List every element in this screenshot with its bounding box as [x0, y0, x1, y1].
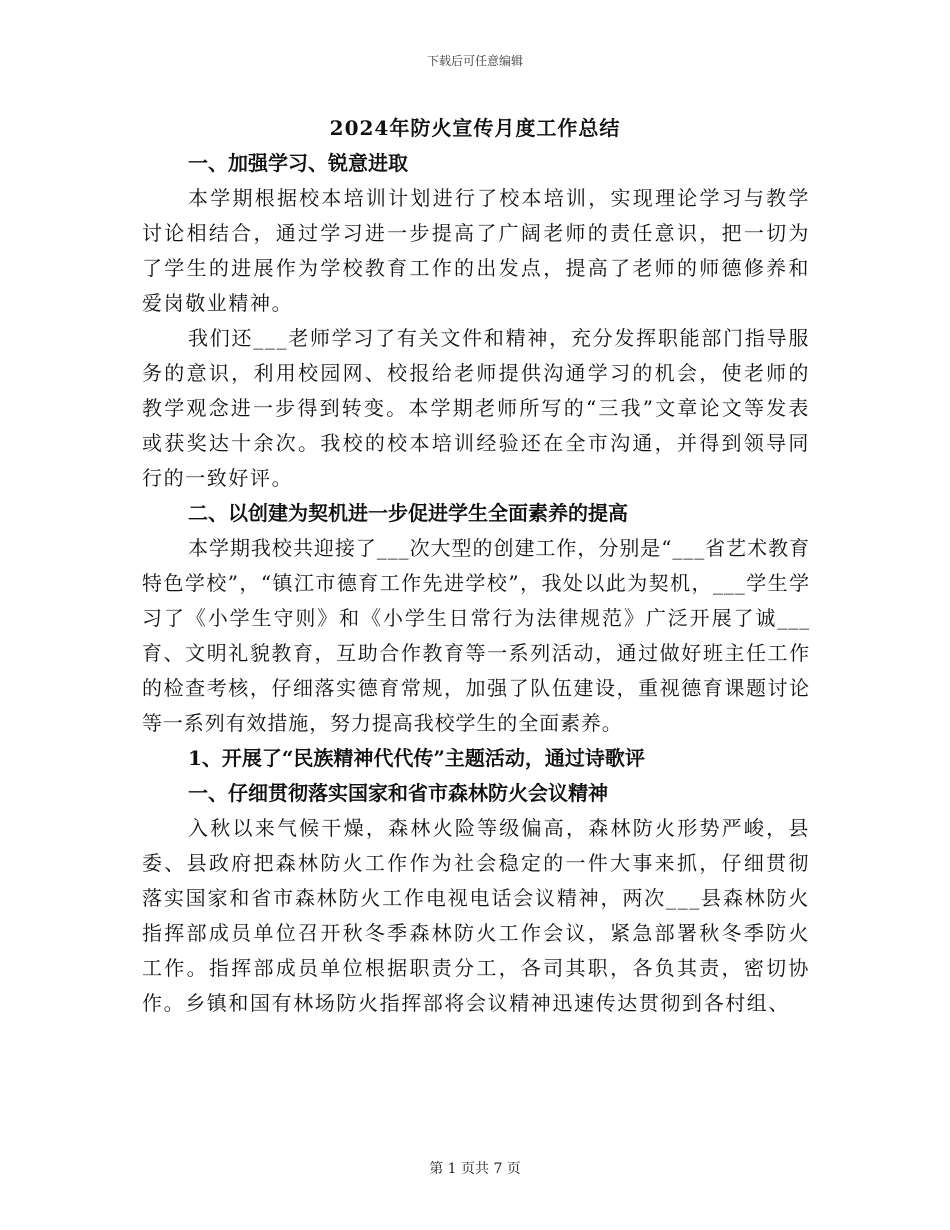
page-header-note: 下载后可任意编辑 — [426, 54, 523, 68]
section-heading-3: 一、仔细贯彻落实国家和省市森林防火会议精神 — [188, 781, 608, 805]
paragraph-2: 我们还___老师学习了有关文件和精神，充分发挥职能部门指导服务的意识，利用校园网、校报给老师提供沟通学习的机会，使老师的教学观念进一步得到转变。本学期老师所写的“三我”文章论文等发表或获奖达十余次。我校的校本培训经验还在全市沟通，并得到领导同行的一致好评。 — [142, 326, 810, 490]
paragraph-1: 本学期根据校本培训计划进行了校本培训，实现理论学习与教学讨论相结合，通过学习进一步提高了广阔老师的责任意识，把一切为了学生的进展作为学校教育工作的出发点，提高了老师的师德修养和爱岗敬业精神。 — [142, 186, 810, 315]
page-number: 第 1 页共 7 页 — [429, 1161, 521, 1177]
paragraph-4: 入秋以来气候干燥，森林火险等级偏高，森林防火形势严峻，县委、县政府把森林防火工作作为社会稳定的一件大事来抓，仔细贯彻落实国家和省市森林防火工作电视电话会议精神，两次___县森林防火指挥部成员单位召开秋冬季森林防火工作会议，紧急部署秋冬季防火工作。指挥部成员单位根据职责分工，各司其职，各负其责，密切协作。乡镇和国有林场防火指挥部将会议精神迅速传达贯彻到各村组、 — [142, 816, 810, 1015]
document-body — [142, 146, 810, 1021]
section-heading-1: 一、加强学习、锐意进取 — [188, 151, 408, 175]
section-heading-2: 二、以创建为契机进一步促进学生全面素养的提高 — [188, 501, 628, 525]
document-title: 2024年防火宣传月度工作总结 — [329, 116, 621, 140]
subsection-heading-1: 1、开展了“民族精神代代传”主题活动，通过诗歌评 — [188, 746, 645, 770]
paragraph-3: 本学期我校共迎接了___次大型的创建工作，分别是“___省艺术教育特色学校”，“镇江市德育工作先进学校”，我处以此为契机，___学生学习了《小学生守则》和《小学生日常行为法律规范》广泛开展了诚___育、文明礼貌教育，互助合作教育等一系列活动，通过做好班主任工作的检查考核，仔细落实德育常规，加强了队伍建设，重视德育课题讨论等一系列有效措施，努力提高我校学生的全面素养。 — [142, 536, 810, 735]
